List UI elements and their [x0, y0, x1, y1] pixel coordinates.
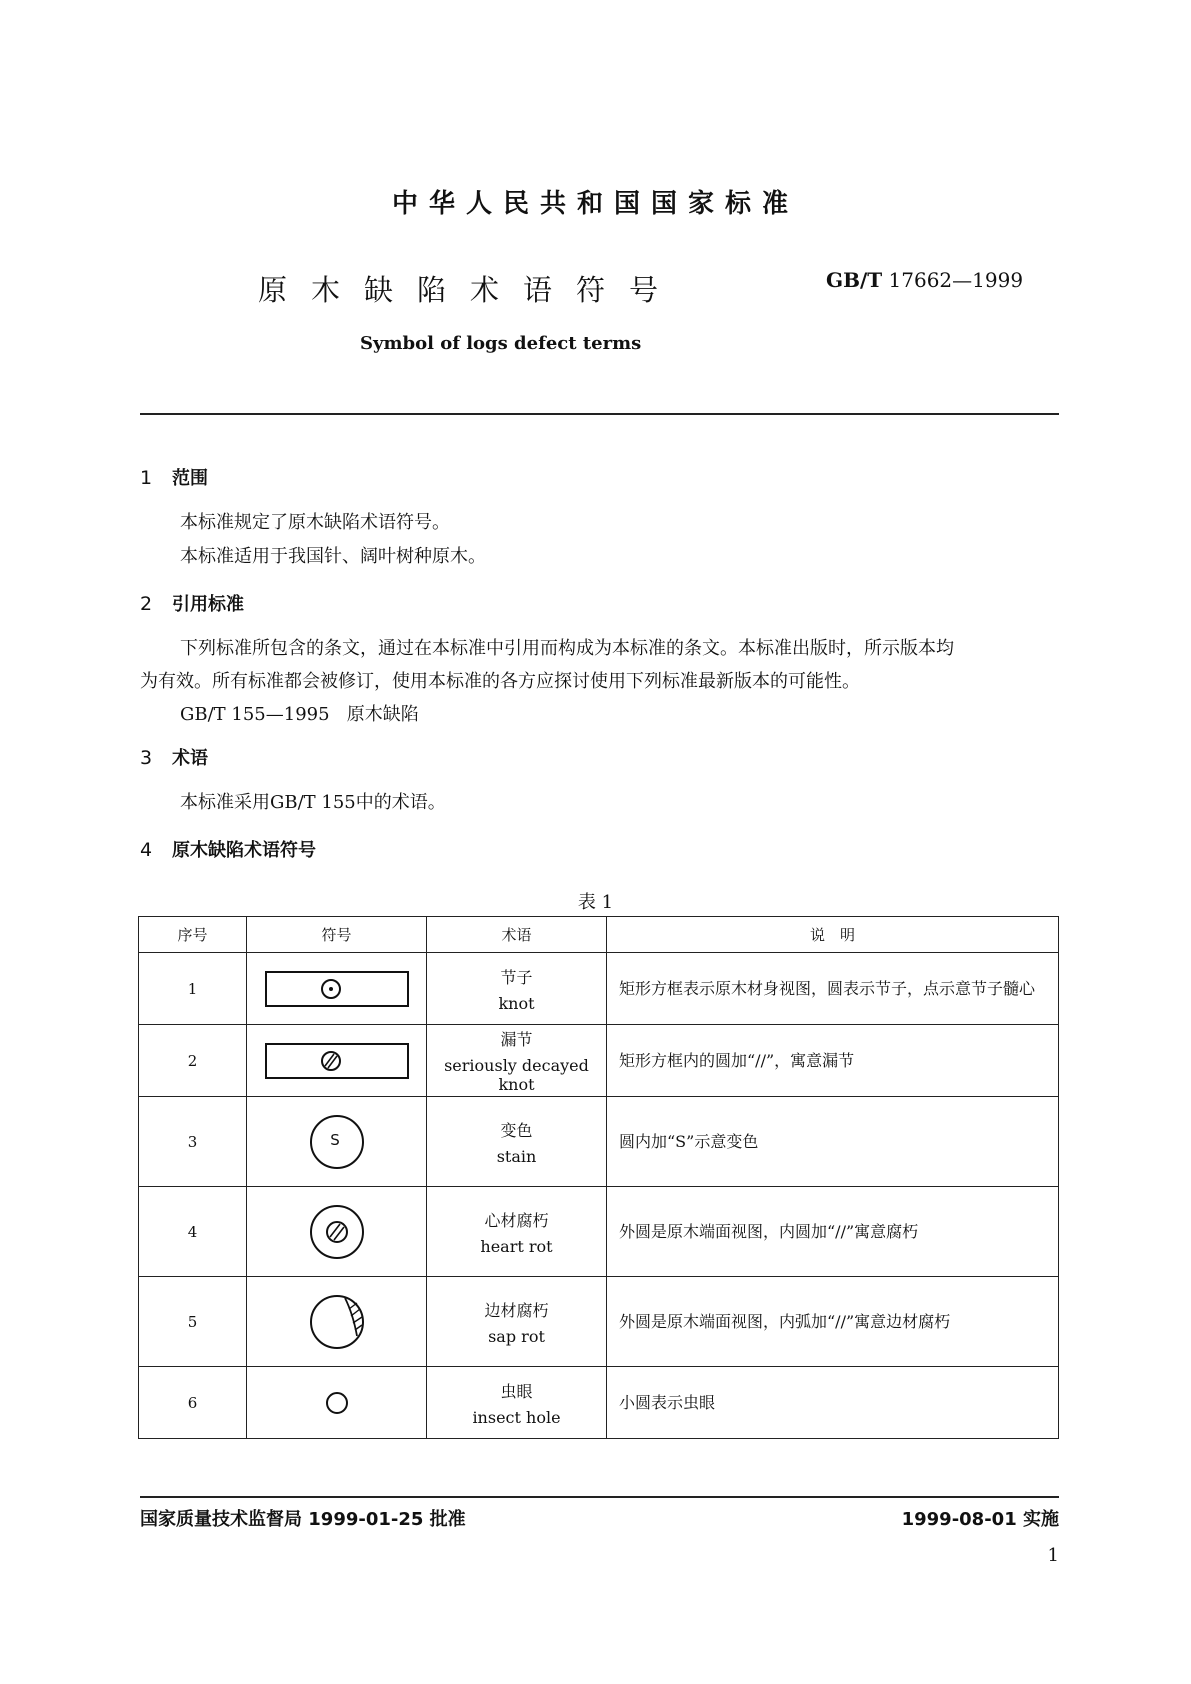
header-term: 术语: [427, 917, 607, 953]
section-heading-scope: [140, 464, 208, 490]
term-cn: 变色: [500, 1120, 533, 1140]
desc-cell: 矩形方框表示原木材身视图，圆表示节子，点示意节子髓心: [607, 953, 1059, 1025]
reference-title: 原木缺陷: [346, 704, 419, 725]
term-cn: 边材腐朽: [484, 1300, 549, 1320]
section-heading-symbols: [140, 836, 316, 862]
document-title-cn: 原木缺陷术语符号: [258, 273, 683, 307]
term-en: stain: [496, 1146, 537, 1166]
table-header-row: [139, 917, 1059, 953]
term-cell: [427, 1277, 607, 1367]
symbol-cell: [247, 1025, 427, 1097]
header-no: 序号: [139, 917, 247, 953]
document-title-en: Symbol of logs defect terms: [360, 333, 642, 354]
stain-letter: S: [329, 1130, 340, 1149]
standard-code: 17662—1999: [888, 268, 1024, 292]
symbol-cell: [247, 1187, 427, 1277]
term-cn: 心材腐朽: [484, 1210, 549, 1230]
term-cn: 节子: [500, 967, 533, 987]
term-cell: [427, 953, 607, 1025]
reference-code: GB/T 155—1995: [180, 704, 330, 725]
table-row: [139, 953, 1059, 1025]
defect-symbols-table: [138, 916, 1059, 1439]
row-no: 4: [139, 1187, 247, 1277]
table-caption: 表 1: [577, 892, 614, 913]
page-number: 1: [1047, 1545, 1059, 1566]
desc-cell: 外圆是原木端面视图，内弧加“//”寓意边材腐朽: [607, 1277, 1059, 1367]
section-title: 引用标准: [172, 594, 244, 615]
section-number: 1: [140, 467, 153, 489]
decayed-knot-symbol-icon: [264, 1041, 410, 1081]
header-desc: 说 明: [607, 917, 1059, 953]
effective-date: 1999-08-01 实施: [901, 1509, 1059, 1530]
section-title: 范围: [172, 468, 208, 489]
reference-item: [180, 698, 419, 732]
term-en: insect hole: [472, 1407, 561, 1427]
section-number: 3: [140, 747, 153, 769]
symbol-cell: [247, 953, 427, 1025]
term-en: seriously decayed knot: [444, 1056, 589, 1094]
table-row: [139, 1367, 1059, 1439]
section-number: 2: [140, 593, 153, 615]
term-cell: [427, 1097, 607, 1187]
table-row: [139, 1277, 1059, 1367]
table-row: [139, 1025, 1059, 1097]
sap-rot-symbol-icon: [307, 1292, 367, 1352]
country-standard-heading: 中华人民共和国国家标准: [391, 189, 799, 219]
desc-cell: 外圆是原木端面视图，内圆加“//”寓意腐朽: [607, 1187, 1059, 1277]
section-number: 4: [140, 839, 153, 861]
term-en: knot: [498, 993, 535, 1013]
paragraph: 本标准采用GB/T 155中的术语。: [180, 792, 446, 813]
stain-symbol-icon: [307, 1112, 367, 1172]
top-divider: [140, 413, 1059, 415]
term-cn: 漏节: [500, 1030, 533, 1049]
row-no: 6: [139, 1367, 247, 1439]
desc-cell: 圆内加“S”示意变色: [607, 1097, 1059, 1187]
symbol-cell: [247, 1097, 427, 1187]
term-cell: [427, 1187, 607, 1277]
desc-cell: 小圆表示虫眼: [607, 1367, 1059, 1439]
section-heading-terms: [140, 744, 208, 770]
term-cn: 虫眼: [500, 1381, 533, 1401]
row-no: 2: [139, 1025, 247, 1097]
paragraph: 本标准规定了原木缺陷术语符号。: [180, 512, 450, 533]
paragraph: 本标准适用于我国针、阔叶树种原木。: [180, 546, 486, 567]
approval-line: 国家质量技术监督局 1999-01-25 批准: [140, 1509, 466, 1530]
term-en: heart rot: [480, 1236, 553, 1256]
term-en: sap rot: [488, 1326, 545, 1346]
section-title: 术语: [172, 748, 208, 769]
row-no: 3: [139, 1097, 247, 1187]
knot-symbol-icon: [264, 969, 410, 1009]
row-no: 5: [139, 1277, 247, 1367]
bottom-divider: [140, 1496, 1059, 1498]
desc-cell: 矩形方框内的圆加“//”，寓意漏节: [607, 1025, 1059, 1097]
header-symbol: 符号: [247, 917, 427, 953]
symbol-cell: [247, 1277, 427, 1367]
row-no: 1: [139, 953, 247, 1025]
paragraph: 下列标准所包含的条文，通过在本标准中引用而构成为本标准的条文。本标准出版时，所示版本均: [180, 638, 954, 659]
paragraph-continued: 为有效。所有标准都会被修订，使用本标准的各方应探讨使用下列标准最新版本的可能性。: [140, 671, 860, 692]
symbol-cell: [247, 1367, 427, 1439]
standard-prefix: GB/T: [826, 268, 883, 292]
heart-rot-symbol-icon: [307, 1202, 367, 1262]
section-title: 原木缺陷术语符号: [172, 840, 316, 861]
term-cell: [427, 1025, 607, 1097]
insect-hole-symbol-icon: [322, 1388, 352, 1418]
table-row: [139, 1187, 1059, 1277]
standard-number: [826, 268, 1023, 292]
section-heading-references: [140, 590, 244, 616]
term-cell: [427, 1367, 607, 1439]
table-row: [139, 1097, 1059, 1187]
